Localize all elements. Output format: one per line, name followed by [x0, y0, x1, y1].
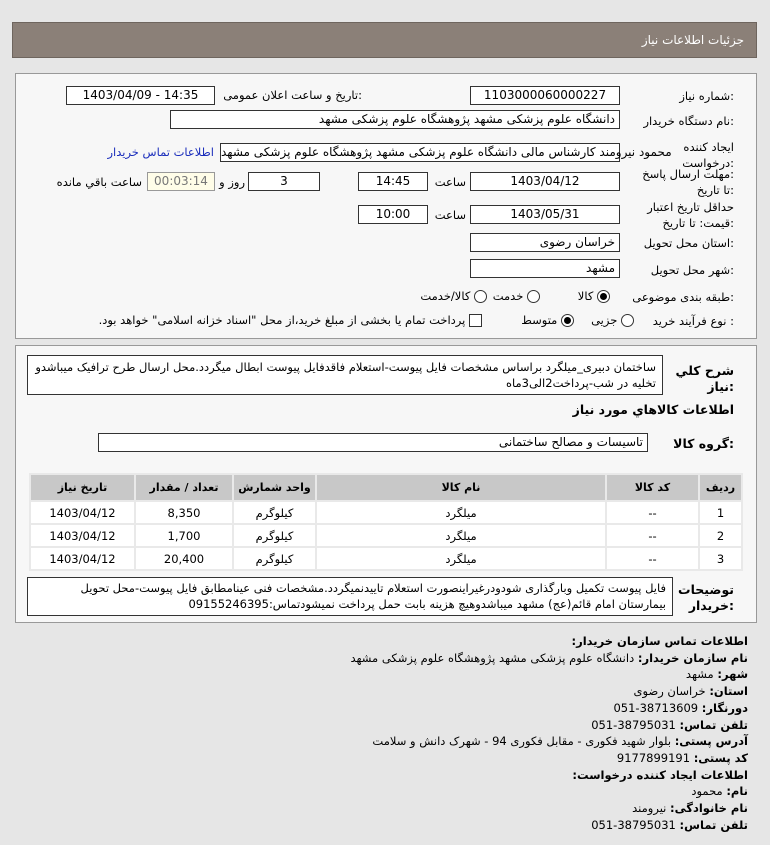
announce-field: 1403/04/09 - 14:35	[66, 86, 215, 105]
remaining-time-field: 00:03:14	[147, 172, 215, 191]
cell-name: میلگرد	[316, 524, 606, 547]
column-header-date: تاریخ نیاز	[30, 474, 135, 501]
buyer-notes-label: توضیحات	[678, 582, 734, 597]
postal-label: کد پستی:	[693, 750, 748, 765]
checkbox-icon[interactable]	[469, 314, 482, 327]
family-label: نام خانوادگی:	[670, 801, 748, 816]
cell-date: 1403/04/12	[30, 501, 135, 524]
name-label: نام:	[726, 784, 748, 799]
creator-phone-value: 38795031-051	[591, 817, 676, 832]
address-label: آدرس پستی:	[674, 734, 748, 749]
goods-group-label: گروه کالا:	[673, 436, 734, 451]
creator-label-2: درخواست:	[682, 156, 734, 170]
treasury-payment-checkbox[interactable]	[99, 313, 482, 327]
creator-heading: اطلاعات ایجاد کننده درخواست:	[572, 767, 748, 782]
city-field: مشهد	[470, 259, 620, 278]
org-label: نام سازمان خریدار:	[637, 650, 748, 665]
category-radio-service[interactable]	[493, 289, 540, 303]
city-label: شهر:	[717, 667, 748, 682]
postal-value: 9177899191	[616, 750, 691, 765]
column-header-quantity: تعداد / مقدار	[135, 474, 233, 501]
address-value: بلوار شهید فکوری - مقابل فکوری 94 - شهرک دانش و سلامت	[372, 734, 672, 749]
category-option-label: کالا	[577, 289, 594, 303]
table-row	[30, 547, 742, 570]
summary-label: شرح کلي	[675, 363, 734, 378]
process-option-label: متوسط	[521, 313, 558, 327]
deadline-time-field: 14:45	[358, 172, 428, 191]
cell-code: --	[606, 524, 699, 547]
radio-icon[interactable]	[474, 290, 487, 303]
summary-label-2: نیاز:	[707, 379, 734, 394]
buyer-field: دانشگاه علوم پزشکی مشهد پژوهشگاه علوم پزشکی مشهد	[170, 110, 620, 129]
table-header-row	[30, 474, 742, 501]
category-option-label: خدمت	[492, 289, 524, 303]
phone-label: تلفن تماس:	[679, 717, 748, 732]
table-row	[30, 501, 742, 524]
category-label: طبقه بندی موضوعی:	[632, 290, 734, 304]
cell-code: --	[606, 547, 699, 570]
province-label: استان:	[709, 684, 748, 699]
column-header-row: ردیف	[699, 474, 742, 501]
page-header	[12, 22, 757, 58]
validity-time-label: ساعت	[434, 208, 466, 222]
cell-row: 2	[699, 524, 742, 547]
cell-unit: کیلوگرم	[233, 547, 316, 570]
city-label: شهر محل تحویل:	[650, 263, 734, 277]
cell-code: --	[606, 501, 699, 524]
process-option-label: جزیی	[591, 313, 618, 327]
fax-label: دورنگار:	[701, 700, 748, 715]
remaining-label: ساعت باقي مانده	[56, 175, 142, 189]
creator-phone-label: تلفن تماس:	[679, 817, 748, 832]
cell-date: 1403/04/12	[30, 524, 135, 547]
buyer-notes-text: فایل پیوست تکمیل وبارگذاری شودودرغیراینصورت استعلام تاییدنمیگردد.مشخصات فنی عینامطابق فایل پیوست-محل تحویل بیمارستان امام قائم(عج) مشهد میباشدوهیچ هزینه بابت حمل پرداخت نمیشودتماس:09155246395	[27, 577, 673, 616]
cell-unit: کیلوگرم	[233, 524, 316, 547]
process-radio-medium[interactable]	[521, 313, 574, 327]
announce-label: تاریخ و ساعت اعلان عمومی:	[223, 88, 362, 102]
treasury-payment-label: پرداخت تمام یا بخشی از مبلغ خرید،از محل "اسناد خزانه اسلامی" خواهد بود.	[98, 313, 466, 327]
need-number-label: شماره نیاز:	[679, 89, 734, 103]
deadline-label-2: تا تاریخ:	[696, 183, 734, 197]
creator-label: ایجاد کننده	[683, 140, 734, 154]
column-header-name: نام کالا	[316, 474, 606, 501]
province-value: خراسان رضوی	[633, 684, 706, 699]
deadline-time-label: ساعت	[434, 175, 466, 189]
contact-heading: اطلاعات تماس سازمان خریدار:	[571, 634, 748, 648]
radio-icon[interactable]	[621, 314, 634, 327]
deadline-date-field: 1403/04/12	[470, 172, 620, 191]
column-header-unit: واحد شمارش	[233, 474, 316, 501]
deadline-label: مهلت ارسال پاسخ:	[642, 167, 734, 181]
validity-date-field: 1403/05/31	[470, 205, 620, 224]
page-title: جزئیات اطلاعات نیاز	[641, 33, 744, 47]
goods-heading: اطلاعات کالاهاي مورد نیاز	[572, 402, 734, 417]
category-radio-goods[interactable]	[578, 289, 610, 303]
province-label: استان محل تحویل:	[643, 236, 734, 250]
creator-field: محمود نیرومند کارشناس مالی دانشگاه علوم پزشکی مشهد پژوهشگاه علوم پزشکی مشهد	[220, 143, 620, 162]
family-value: نیرومند	[632, 801, 667, 816]
org-value: دانشگاه علوم پزشکی مشهد پژوهشگاه علوم پزشکی مشهد	[350, 650, 635, 665]
buyer-contact-link[interactable]: اطلاعات تماس خریدار	[107, 145, 214, 159]
cell-date: 1403/04/12	[30, 547, 135, 570]
days-field: 3	[248, 172, 320, 191]
summary-text: ساختمان دبیری_میلگرد براساس مشخصات فایل پیوست-استعلام فاقدفایل پیوست ابطال میگردد.محل ارسال طرح ترافیک میباشدو تخلیه در شب-پرداخت2الی3ماه	[27, 355, 663, 395]
days-label: روز و	[219, 175, 245, 189]
validity-label-2: قیمت: تا تاریخ:	[662, 216, 734, 230]
category-option-label: کالا/خدمت	[420, 289, 471, 303]
cell-quantity: 8,350	[135, 501, 233, 524]
buyer-contact-info	[48, 633, 748, 833]
radio-selected-icon[interactable]	[561, 314, 574, 327]
province-field: خراسان رضوی	[470, 233, 620, 252]
radio-selected-icon[interactable]	[597, 290, 610, 303]
process-label: نوع فرآیند خرید :	[652, 314, 734, 328]
goods-table	[29, 473, 743, 571]
radio-icon[interactable]	[527, 290, 540, 303]
table-row	[30, 524, 742, 547]
name-value: محمود	[691, 784, 723, 799]
cell-quantity: 20,400	[135, 547, 233, 570]
city-value: مشهد	[685, 667, 714, 682]
category-radio-goods-service[interactable]	[420, 289, 487, 303]
cell-row: 3	[699, 547, 742, 570]
validity-time-field: 10:00	[358, 205, 428, 224]
fax-value: 38713609-051	[613, 700, 699, 715]
buyer-notes-label-2: خریدار:	[688, 598, 734, 613]
cell-name: میلگرد	[316, 547, 606, 570]
column-header-code: کد کالا	[606, 474, 699, 501]
process-radio-minor[interactable]	[591, 313, 634, 327]
buyer-label: نام دستگاه خریدار:	[643, 114, 734, 128]
need-number-field: 1103000060000227	[470, 86, 620, 105]
cell-unit: کیلوگرم	[233, 501, 316, 524]
phone-value: 38795031-051	[591, 717, 676, 732]
cell-row: 1	[699, 501, 742, 524]
validity-label: حداقل تاریخ اعتبار	[647, 200, 734, 214]
goods-group-field: تاسیسات و مصالح ساختمانی	[98, 433, 648, 452]
cell-name: میلگرد	[316, 501, 606, 524]
cell-quantity: 1,700	[135, 524, 233, 547]
